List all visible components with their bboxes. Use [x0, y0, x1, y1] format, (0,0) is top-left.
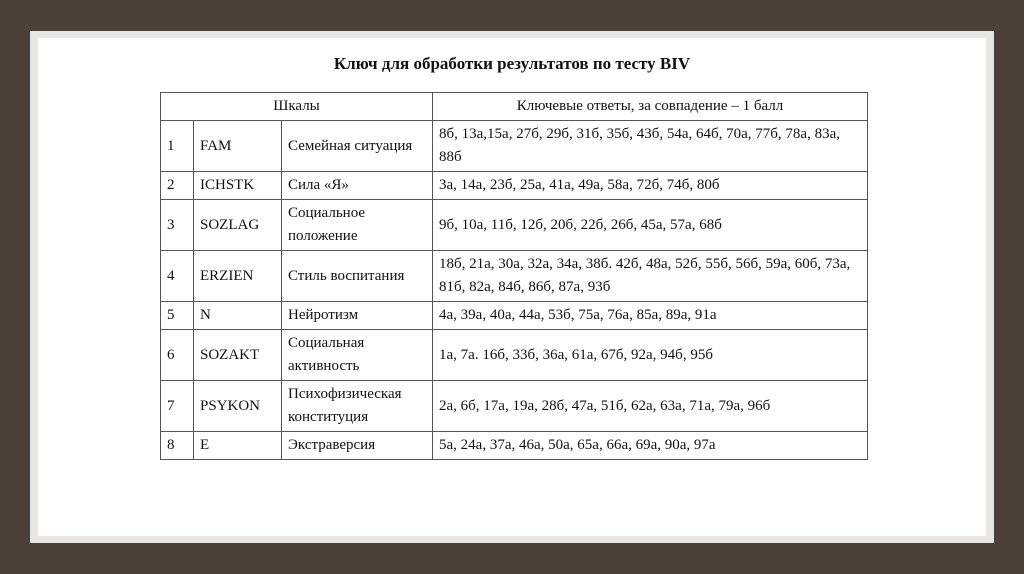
scale-code: FAM [194, 121, 282, 172]
scale-code: N [194, 302, 282, 330]
row-number: 2 [161, 172, 194, 200]
scale-code: ICHSTK [194, 172, 282, 200]
key-answers: 1а, 7а. 16б, 33б, 36а, 61а, 67б, 92а, 94б, 95б [433, 330, 868, 381]
row-number: 3 [161, 200, 194, 251]
scale-name: Экстраверсия [282, 432, 433, 460]
document-page [38, 38, 986, 536]
scale-name: Сила «Я» [282, 172, 433, 200]
key-answers: 3а, 14а, 23б, 25а, 41а, 49а, 58а, 72б, 74б, 80б [433, 172, 868, 200]
scale-name: Социальная активность [282, 330, 433, 381]
key-answers: 8б, 13а,15а, 27б, 29б, 31б, 35б, 43б, 54а, 64б, 70а, 77б, 78а, 83а, 88б [433, 121, 868, 172]
page-title: Ключ для обработки результатов по тесту BIV [333, 54, 691, 73]
scale-code: PSYKON [194, 381, 282, 432]
key-answers: 5а, 24а, 37а, 46а, 50а, 65а, 66а, 69а, 90а, 97а [433, 432, 868, 460]
answer-key-table [160, 92, 868, 460]
scale-name: Социальное положение [282, 200, 433, 251]
table-row [161, 432, 868, 460]
key-answers: 18б, 21а, 30а, 32а, 34а, 38б. 42б, 48а, 52б, 55б, 56б, 59а, 60б, 73а, 81б, 82а, 84б, 86б, 87а, 93б [433, 251, 868, 302]
scale-code: SOZAKT [194, 330, 282, 381]
row-number: 5 [161, 302, 194, 330]
table-row [161, 330, 868, 381]
header-answers: Ключевые ответы, за совпадение – 1 балл [433, 93, 868, 121]
scale-name: Нейротизм [282, 302, 433, 330]
scale-name: Семейная ситуация [282, 121, 433, 172]
table-header-row [161, 93, 868, 121]
scale-name: Психофизическая конституция [282, 381, 433, 432]
slide-frame [30, 31, 994, 543]
row-number: 1 [161, 121, 194, 172]
scale-code: ERZIEN [194, 251, 282, 302]
scale-code: E [194, 432, 282, 460]
key-answers: 4а, 39а, 40а, 44а, 53б, 75а, 76а, 85а, 89а, 91а [433, 302, 868, 330]
row-number: 8 [161, 432, 194, 460]
row-number: 4 [161, 251, 194, 302]
table-row [161, 172, 868, 200]
table-row [161, 302, 868, 330]
key-answers: 2а, 6б, 17а, 19а, 28б, 47а, 51б, 62а, 63а, 71а, 79а, 96б [433, 381, 868, 432]
row-number: 6 [161, 330, 194, 381]
key-answers: 9б, 10а, 11б, 12б, 20б, 22б, 26б, 45а, 57а, 68б [433, 200, 868, 251]
table-row [161, 381, 868, 432]
table-row [161, 251, 868, 302]
header-scales: Шкалы [161, 93, 433, 121]
row-number: 7 [161, 381, 194, 432]
table-row [161, 200, 868, 251]
scale-code: SOZLAG [194, 200, 282, 251]
scale-name: Стиль воспитания [282, 251, 433, 302]
table-row [161, 121, 868, 172]
